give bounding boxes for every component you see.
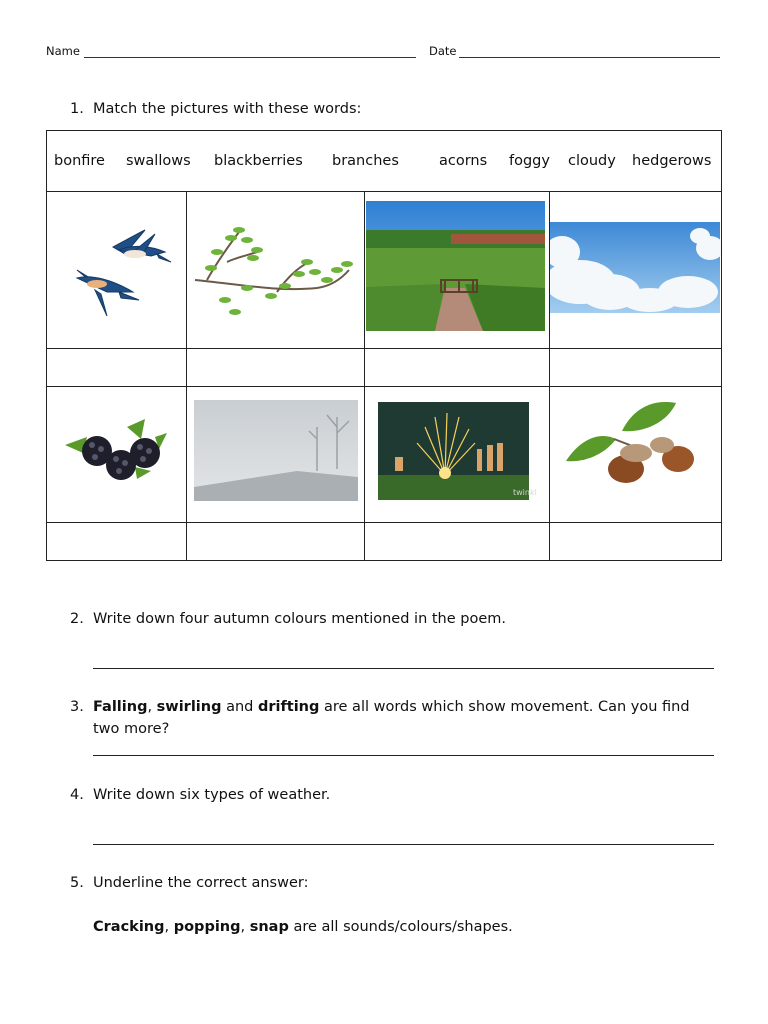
bold-word: swirling — [156, 699, 222, 715]
bold-word: drifting — [257, 699, 320, 715]
separator: , — [147, 699, 157, 715]
blackberries-image — [47, 387, 186, 522]
answer-line[interactable] — [93, 668, 714, 669]
word-bonfire: bonfire — [54, 153, 105, 169]
question-number: 1. — [70, 101, 84, 117]
answer-cell[interactable] — [47, 523, 187, 561]
answer-line[interactable] — [93, 844, 714, 845]
cloudy-image — [550, 192, 721, 348]
question-text: Match the pictures with these words: — [93, 101, 362, 117]
word-cloudy: cloudy — [568, 153, 616, 169]
question-number: 4. — [70, 787, 84, 803]
watermark-text: twinkl — [513, 488, 538, 497]
hedgerows-image — [365, 192, 548, 348]
bold-word: popping — [173, 919, 241, 935]
branches-image — [187, 192, 364, 348]
question-text: Write down six types of weather. — [93, 787, 331, 803]
question-number: 3. — [70, 699, 84, 715]
separator: and — [221, 699, 258, 715]
picture-cell — [47, 192, 187, 349]
bonfire-image — [365, 387, 548, 522]
date-line[interactable] — [459, 57, 720, 58]
word-bank — [47, 131, 722, 192]
picture-cell — [549, 387, 721, 523]
answer-row-2 — [47, 523, 722, 561]
word-hedgerows: hedgerows — [632, 153, 712, 169]
answer-cell[interactable] — [549, 523, 721, 561]
word-acorns: acorns — [439, 153, 488, 169]
bold-word: Cracking — [93, 919, 165, 935]
answer-cell[interactable] — [187, 349, 365, 387]
sentence-tail[interactable]: are all sounds/colours/shapes. — [288, 919, 513, 935]
picture-row-2 — [47, 387, 722, 523]
acorns-image — [550, 387, 721, 522]
picture-cell — [47, 387, 187, 523]
question-text — [93, 696, 693, 740]
bold-word: snap — [249, 919, 289, 935]
picture-cell — [187, 192, 365, 349]
answer-cell[interactable] — [365, 523, 549, 561]
word-branches: branches — [332, 153, 399, 169]
name-label: Name — [46, 44, 80, 58]
picture-cell — [365, 192, 549, 349]
answer-cell[interactable] — [187, 523, 365, 561]
question-text: Write down four autumn colours mentioned in the poem. — [93, 611, 507, 627]
answer-row-1 — [47, 349, 722, 387]
separator: , — [240, 919, 250, 935]
date-label: Date — [429, 44, 457, 58]
matching-table — [46, 130, 722, 561]
answer-line[interactable] — [93, 755, 714, 756]
bold-word: Falling — [93, 699, 148, 715]
picture-row-1 — [47, 192, 722, 349]
answer-cell[interactable] — [549, 349, 721, 387]
question-number: 2. — [70, 611, 84, 627]
foggy-image — [187, 387, 364, 522]
separator: , — [164, 919, 174, 935]
answer-cell[interactable] — [365, 349, 549, 387]
answer-cell[interactable] — [47, 349, 187, 387]
word-foggy: foggy — [509, 153, 550, 169]
swallows-image — [47, 192, 186, 348]
question-number: 5. — [70, 875, 84, 891]
picture-cell — [187, 387, 365, 523]
picture-cell — [549, 192, 721, 349]
picture-cell — [365, 387, 549, 523]
word-swallows: swallows — [126, 153, 191, 169]
word-blackberries: blackberries — [214, 153, 303, 169]
question-body: are all words which show movement. Can you find two more? — [93, 699, 690, 737]
name-line[interactable] — [84, 57, 416, 58]
answer-sentence — [93, 916, 513, 938]
question-text: Underline the correct answer: — [93, 875, 309, 891]
word-bank-row — [47, 131, 722, 192]
